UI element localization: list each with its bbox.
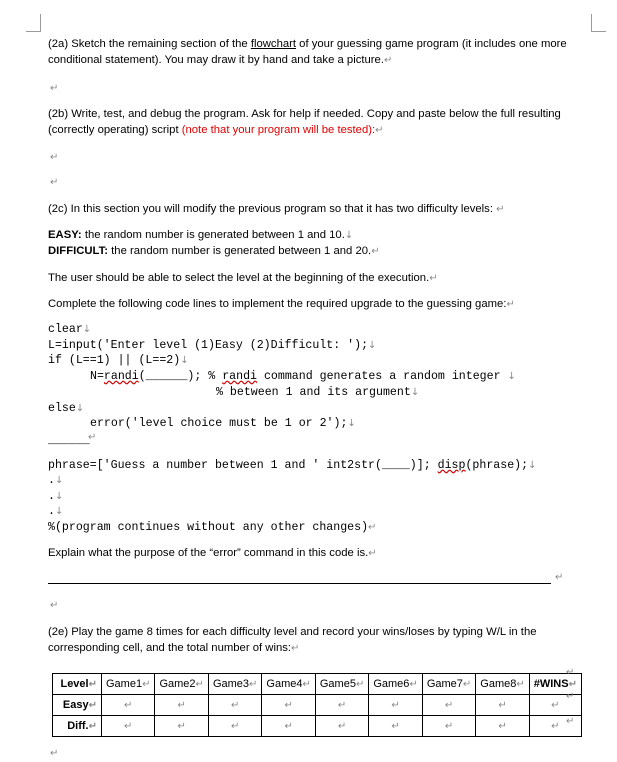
code-line-9: phrase=['Guess a number between 1 and ' int2str(____)]; disp(phrase);↓ <box>48 459 537 472</box>
q2b-line2: (correctly operating) script (note that your program will be tested):↵ <box>48 124 384 136</box>
code-line-3: if (L==1) || (L==2)↓ <box>48 354 189 367</box>
explain-question: Explain what the purpose of the “error” command in this code is.↵ <box>48 547 377 559</box>
code-dot-2: .↓ <box>48 490 64 503</box>
paragraph-mark: ↵ <box>50 600 59 611</box>
table-row <box>53 716 582 737</box>
row-end-mark: ↵ <box>566 691 575 702</box>
table-cell[interactable]: ↵ <box>422 716 475 737</box>
paragraph-mark: ↵ <box>50 748 59 759</box>
q2a-line1: (2a) Sketch the remaining section of the flowchart of your guessing game program (it includes one more <box>48 38 567 50</box>
table-row <box>53 695 582 716</box>
table-cell[interactable]: ↵ <box>262 716 315 737</box>
table-cell[interactable]: ↵ <box>315 695 368 716</box>
table-cell[interactable]: ↵ <box>476 695 529 716</box>
q2a-line2: conditional statement). You may draw it by hand and take a picture.↵ <box>48 54 393 66</box>
header-cell: #WINS↵ <box>529 674 581 695</box>
table-header-row <box>53 674 582 695</box>
row-end-mark: ↵ <box>566 716 575 727</box>
header-cell: Game5↵ <box>315 674 368 695</box>
paragraph-mark: ↵ <box>50 177 59 188</box>
row-label-diff: Diff.↵ <box>53 716 102 737</box>
code-dot-1: .↓ <box>48 474 64 487</box>
code-line-7: error('level choice must be 1 or 2');↓ <box>90 417 356 430</box>
header-cell: Game2↵ <box>155 674 208 695</box>
table-cell[interactable]: ↵ <box>422 695 475 716</box>
code-line-10: %(program continues without any other changes)↵ <box>48 521 377 534</box>
q2b-note: (note that your program will be tested): <box>181 124 376 136</box>
table-cell[interactable]: ↵ <box>315 716 368 737</box>
q2c-intro: (2c) In this section you will modify the previous program so that it has two difficulty levels: ↵ <box>48 203 505 215</box>
easy-line: EASY: the random number is generated between 1 and 10.↓ <box>48 229 354 241</box>
difficult-line: DIFFICULT: the random number is generated between 1 and 20.↵ <box>48 245 380 257</box>
table-cell[interactable]: ↵ <box>476 716 529 737</box>
row-label-easy: Easy↵ <box>53 695 102 716</box>
table-cell[interactable]: ↵ <box>208 716 261 737</box>
answer-line[interactable] <box>48 583 551 584</box>
code-line-4: N=randi(______); % randi command generates a random integer ↓ <box>90 370 516 383</box>
crop-mark-left <box>26 14 41 32</box>
row-end-mark: ↵ <box>566 667 575 678</box>
paragraph-mark: ↵ <box>50 152 59 163</box>
table-cell[interactable]: ↵ <box>369 695 422 716</box>
paragraph-mark: ↵ <box>88 432 97 443</box>
code-line-2: L=input('Enter level (1)Easy (2)Difficult: ');↓ <box>48 339 377 352</box>
table-cell[interactable]: ↵ <box>102 716 155 737</box>
code-line-6: else↓ <box>48 402 85 415</box>
table-cell[interactable]: ↵ <box>529 716 581 737</box>
paragraph-mark: ↵ <box>555 572 564 583</box>
flowchart-link: flowchart <box>250 38 297 50</box>
header-cell: Game4↵ <box>262 674 315 695</box>
table-cell[interactable]: ↵ <box>102 695 155 716</box>
table-cell[interactable]: ↵ <box>369 716 422 737</box>
table-cell[interactable]: ↵ <box>155 716 208 737</box>
code-line-5: % between 1 and its argument↓ <box>216 386 420 399</box>
header-cell: Level↵ <box>53 674 102 695</box>
code-dot-3: .↓ <box>48 505 64 518</box>
q2e-line1: (2e) Play the game 8 times for each difficulty level and record your wins/loses by typing W/L in the <box>48 626 537 638</box>
code-line-1: clear↓ <box>48 323 92 336</box>
complete-line: Complete the following code lines to implement the required upgrade to the guessing game:↵ <box>48 298 515 310</box>
code-line-8: ______ <box>48 434 90 447</box>
table-cell[interactable]: ↵ <box>155 695 208 716</box>
header-cell: Game1↵ <box>102 674 155 695</box>
table-cell[interactable]: ↵ <box>208 695 261 716</box>
header-cell: Game7↵ <box>422 674 475 695</box>
table-cell[interactable]: ↵ <box>529 695 581 716</box>
paragraph-mark: ↵ <box>50 83 59 94</box>
results-table <box>52 673 582 737</box>
header-cell: Game8↵ <box>476 674 529 695</box>
q2b-line1: (2b) Write, test, and debug the program. Ask for help if needed. Copy and paste below the full resulting <box>48 108 561 120</box>
header-cell: Game3↵ <box>208 674 261 695</box>
crop-mark-right <box>591 14 606 32</box>
select-line: The user should be able to select the level at the beginning of the execution.↵ <box>48 272 438 284</box>
header-cell: Game6↵ <box>369 674 422 695</box>
table-cell[interactable]: ↵ <box>262 695 315 716</box>
q2e-line2: corresponding cell, and the total number of wins:↵ <box>48 642 300 654</box>
